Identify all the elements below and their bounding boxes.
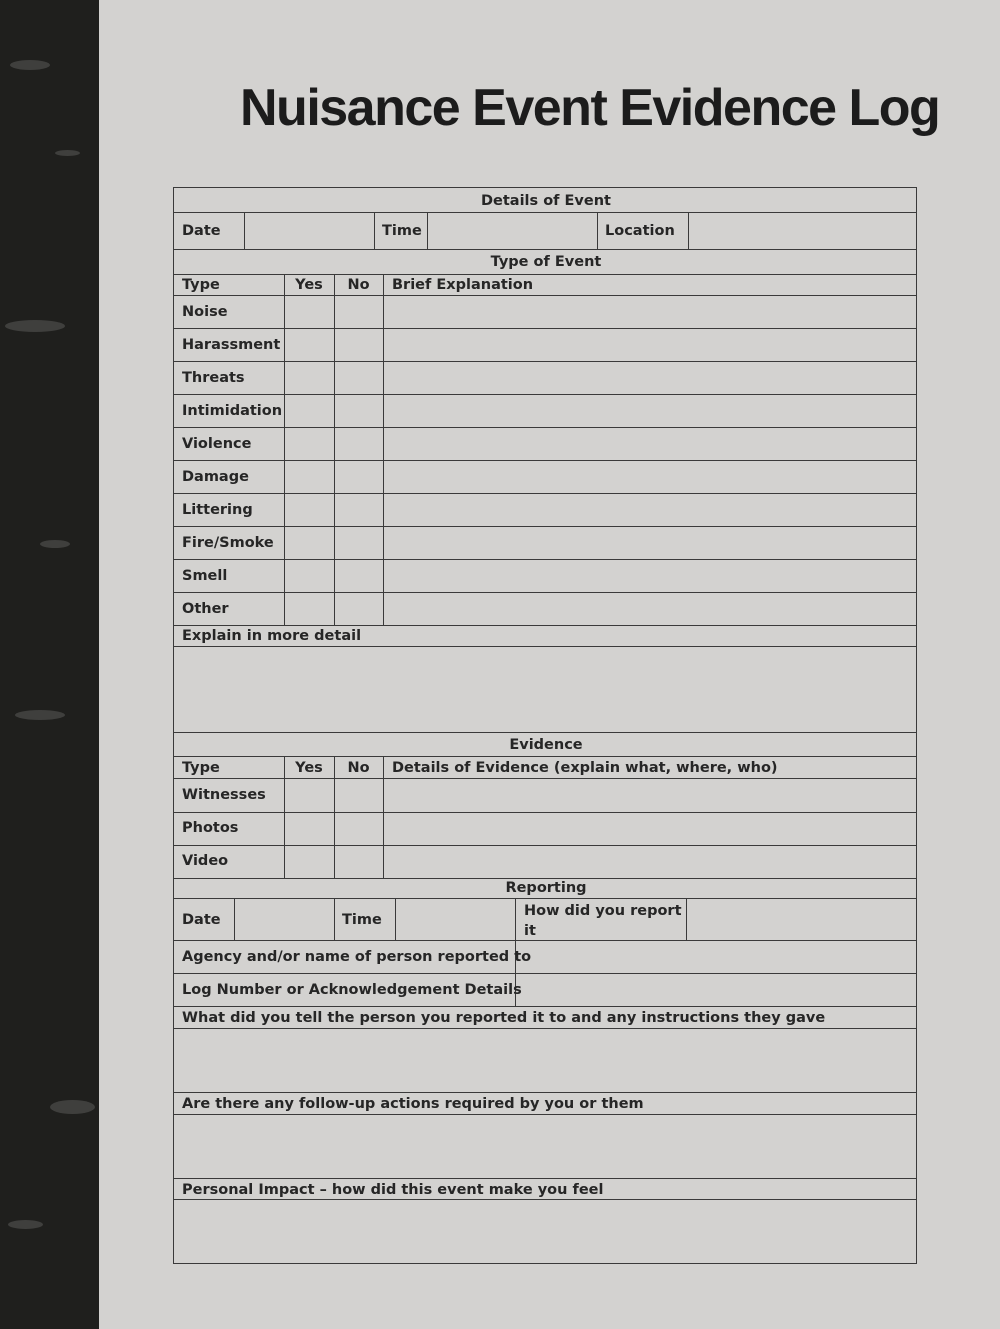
time-label: Time <box>382 223 422 239</box>
agency-label: Agency and/or name of person reported to <box>182 949 532 965</box>
date-field[interactable] <box>246 214 373 248</box>
evidence-type-column-header: Type <box>182 760 220 776</box>
event-type-label: Fire/Smoke <box>182 535 274 551</box>
evidence-no-column-header: No <box>347 760 370 776</box>
event-type-label: Harassment <box>182 337 281 353</box>
location-field[interactable] <box>690 214 916 248</box>
no-column-header: No <box>347 277 370 293</box>
evidence-type-label: Video <box>182 853 229 869</box>
reporting-time-label: Time <box>342 912 382 928</box>
log-number-label: Log Number or Acknowledgement Details <box>182 982 522 998</box>
explain-more-detail-field[interactable] <box>176 648 916 731</box>
event-type-label: Littering <box>182 502 253 518</box>
follow-up-actions-label: Are there any follow-up actions required by you or them <box>182 1096 644 1112</box>
brief-explanation-header: Brief Explanation <box>392 277 534 293</box>
event-type-label: Violence <box>182 436 252 452</box>
type-of-event-heading: Type of Event <box>490 254 602 270</box>
event-type-label: Damage <box>182 469 249 485</box>
evidence-type-label: Witnesses <box>182 787 266 803</box>
event-type-label: Threats <box>182 370 245 386</box>
dark-spine-border <box>0 0 99 1329</box>
page-title: Nuisance Event Evidence Log <box>240 79 940 137</box>
event-type-label: Smell <box>182 568 228 584</box>
how-did-you-report-label: How did you report it <box>524 903 682 939</box>
personal-impact-field[interactable] <box>176 1201 916 1263</box>
evidence-log-form <box>173 187 917 1264</box>
time-field[interactable] <box>429 214 596 248</box>
evidence-details-header: Details of Evidence (explain what, where, who) <box>392 760 778 776</box>
explain-more-detail-label: Explain in more detail <box>182 628 362 644</box>
details-of-event-heading: Details of Event <box>481 193 611 209</box>
reporting-date-label: Date <box>182 912 221 928</box>
evidence-type-label: Photos <box>182 820 239 836</box>
location-label: Location <box>605 223 675 239</box>
what-did-you-tell-field[interactable] <box>176 1030 916 1091</box>
reporting-heading: Reporting <box>505 880 587 896</box>
evidence-yes-column-header: Yes <box>295 760 323 776</box>
yes-column-header: Yes <box>295 277 323 293</box>
date-label: Date <box>182 223 221 239</box>
evidence-heading: Evidence <box>509 737 583 753</box>
type-column-header: Type <box>182 277 220 293</box>
follow-up-actions-field[interactable] <box>176 1116 916 1177</box>
what-did-you-tell-label: What did you tell the person you reported it to and any instructions they gave <box>182 1010 826 1026</box>
event-type-label: Other <box>182 601 229 617</box>
personal-impact-label: Personal Impact – how did this event make you feel <box>182 1182 604 1198</box>
event-type-label: Noise <box>182 304 228 320</box>
event-type-label: Intimidation <box>182 403 283 419</box>
